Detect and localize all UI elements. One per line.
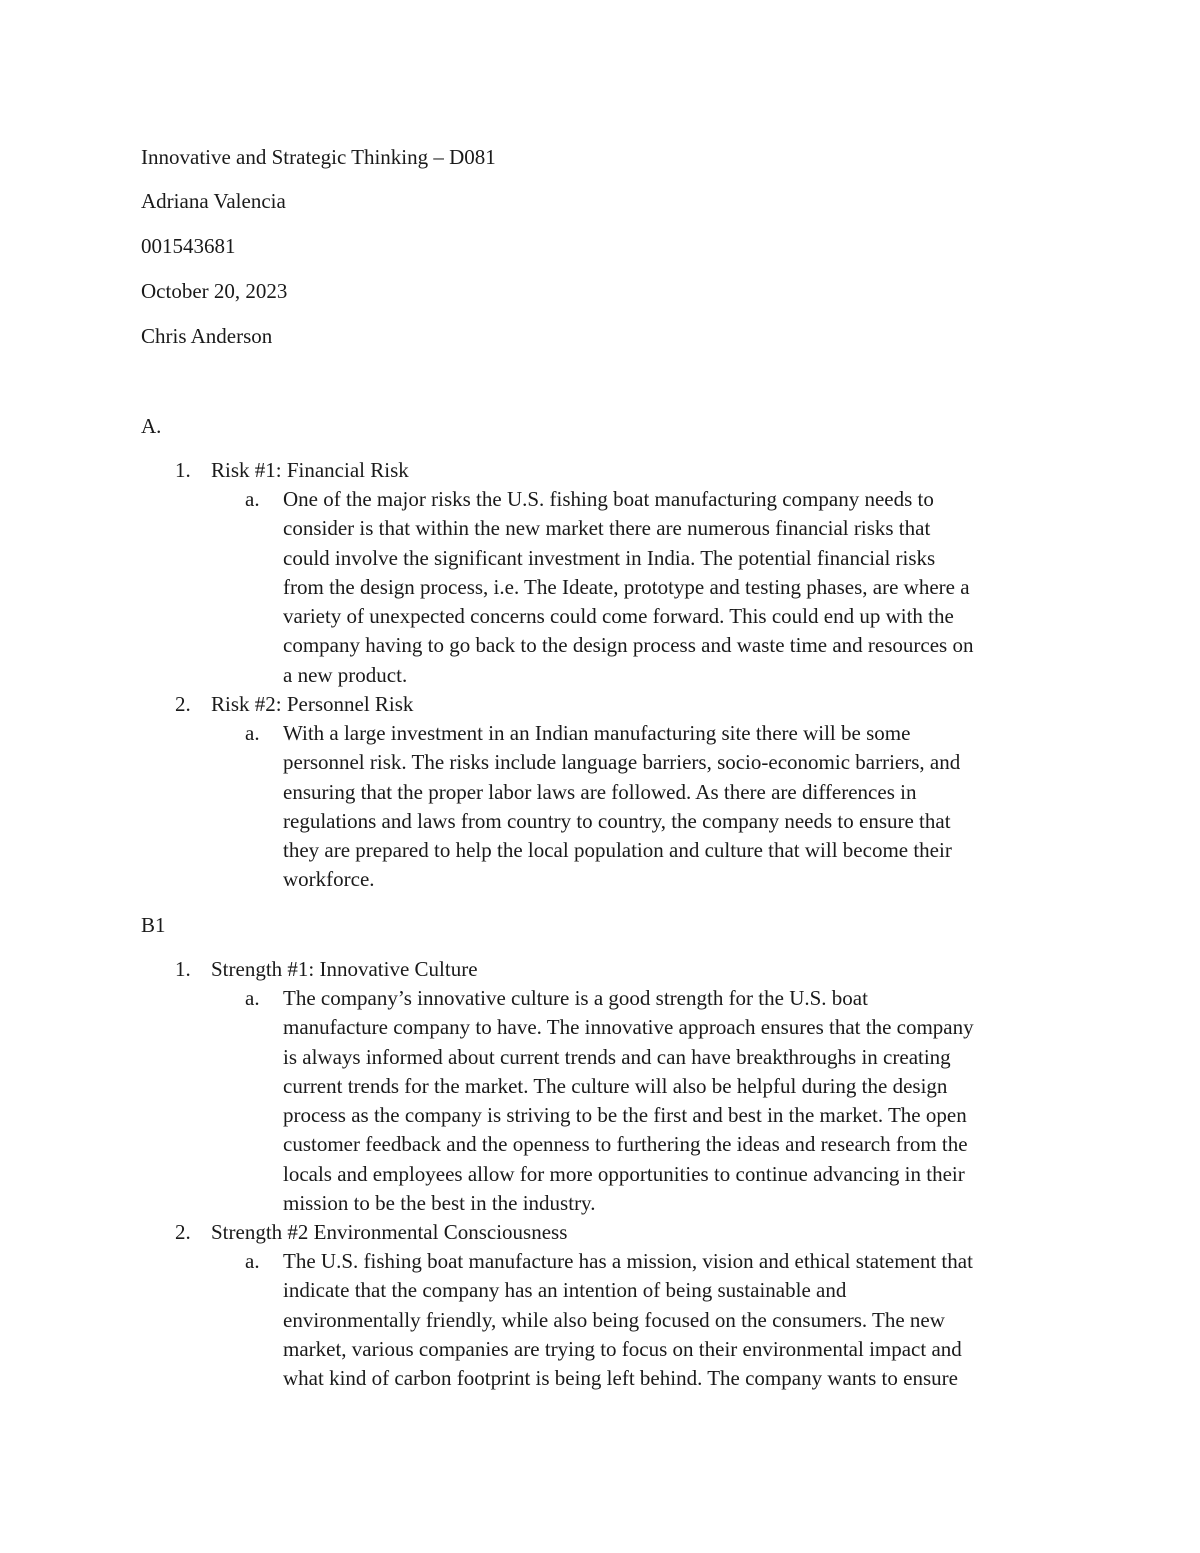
paragraph-line: company having to go back to the design process and waste time and resources on — [283, 633, 974, 658]
paragraph-line: personnel risk. The risks include language barriers, socio-economic barriers, and — [283, 750, 961, 775]
strength-2-title: Strength #2 Environmental Consciousness — [211, 1220, 568, 1244]
paragraph-line: what kind of carbon footprint is being left behind. The company wants to ensure — [283, 1366, 958, 1391]
strength-1-paragraph — [283, 984, 1073, 1218]
student-id: 001543681 — [141, 234, 236, 258]
risk-1-sub-label: a. — [245, 487, 260, 511]
risk-2-number: 2. — [175, 692, 191, 716]
paragraph-line: they are prepared to help the local population and culture that will become their — [283, 838, 952, 863]
paragraph-line: mission to be the best in the industry. — [283, 1191, 596, 1216]
paragraph-line: a new product. — [283, 662, 408, 687]
paragraph-line: current trends for the market. The culture will also be helpful during the design — [283, 1073, 948, 1098]
course-title: Innovative and Strategic Thinking – D081 — [141, 145, 496, 169]
student-name: Adriana Valencia — [141, 189, 286, 213]
paragraph-line: process as the company is striving to be the first and best in the market. The open — [283, 1103, 967, 1128]
paragraph-line: locals and employees allow for more opportunities to continue advancing in their — [283, 1161, 965, 1186]
instructor-name: Chris Anderson — [141, 324, 273, 348]
paragraph-line: ensuring that the proper labor laws are followed. As there are differences in — [283, 779, 917, 804]
paragraph-line: market, various companies are trying to focus on their environmental impact and — [283, 1336, 962, 1361]
risk-2-paragraph — [283, 719, 1073, 895]
paragraph-line: manufacture company to have. The innovative approach ensures that the company — [283, 1015, 974, 1040]
paragraph-line: The company’s innovative culture is a good strength for the U.S. boat — [283, 986, 868, 1010]
strength-1-title: Strength #1: Innovative Culture — [211, 957, 478, 981]
paragraph-line: is always informed about current trends and can have breakthroughs in creating — [283, 1044, 951, 1069]
paragraph-line: environmentally friendly, while also being focused on the consumers. The new — [283, 1307, 945, 1332]
paragraph-line: With a large investment in an Indian manufacturing site there will be some — [283, 721, 911, 745]
paragraph-line: The U.S. fishing boat manufacture has a mission, vision and ethical statement that — [283, 1249, 973, 1273]
strength-1-sub-label: a. — [245, 986, 260, 1010]
risk-2-sub-label: a. — [245, 721, 260, 745]
risk-2-title: Risk #2: Personnel Risk — [211, 692, 414, 716]
submission-date: October 20, 2023 — [141, 279, 288, 303]
strength-2-number: 2. — [175, 1220, 191, 1244]
risk-1-paragraph — [283, 485, 1073, 690]
paragraph-line: from the design process, i.e. The Ideate, prototype and testing phases, are where a — [283, 574, 970, 599]
section-b1-heading: B1 — [141, 913, 166, 937]
paragraph-line: regulations and laws from country to country, the company needs to ensure that — [283, 808, 951, 833]
paragraph-line: workforce. — [283, 867, 375, 892]
paragraph-line: One of the major risks the U.S. fishing boat manufacturing company needs to — [283, 487, 934, 511]
risk-1-number: 1. — [175, 458, 191, 482]
paragraph-line: customer feedback and the openness to furthering the ideas and research from the — [283, 1132, 968, 1157]
paragraph-line: variety of unexpected concerns could come forward. This could end up with the — [283, 604, 954, 629]
strength-2-sub-label: a. — [245, 1249, 260, 1273]
risk-1-title: Risk #1: Financial Risk — [211, 458, 409, 482]
paragraph-line: consider is that within the new market there are numerous financial risks that — [283, 516, 931, 541]
strength-1-number: 1. — [175, 957, 191, 981]
paragraph-line: indicate that the company has an intention of being sustainable and — [283, 1278, 847, 1303]
paragraph-line: could involve the significant investment in India. The potential financial risks — [283, 545, 936, 570]
section-a-heading: A. — [141, 414, 162, 438]
strength-2-paragraph — [283, 1247, 1073, 1393]
